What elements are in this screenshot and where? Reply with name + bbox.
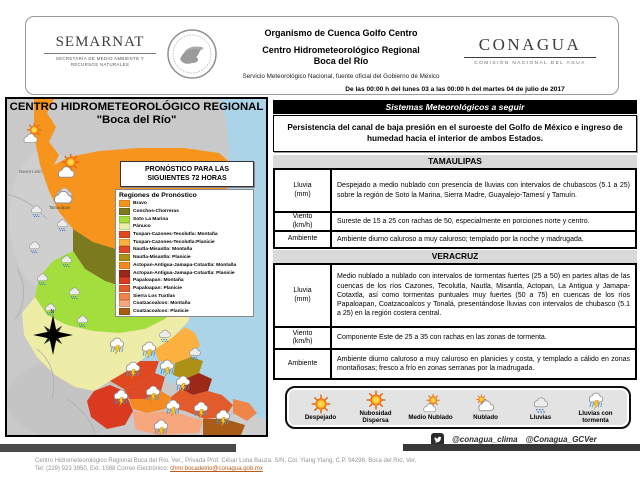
mexico-eagle-seal-icon xyxy=(164,26,220,82)
forecast-map-panel xyxy=(5,97,268,437)
param-unit: (km/h) xyxy=(292,338,313,345)
cloud-sun-icon xyxy=(476,394,496,414)
legend-item-label: Tuxpan-Cazones-Tecolutla:Planicie xyxy=(133,239,215,245)
veracruz-forecast-table xyxy=(273,263,637,380)
state-header-veracruz: VERACRUZ xyxy=(273,250,637,263)
semarnat-wordmark: SEMARNAT xyxy=(55,34,145,50)
legend-item xyxy=(119,285,250,293)
storm-cloud-icon xyxy=(586,390,606,410)
weather-legend-label: Medio Nublado xyxy=(408,413,453,421)
sun-icon xyxy=(311,394,331,414)
weather-legend-item xyxy=(460,394,512,422)
footer-divider-bar-right xyxy=(403,444,640,451)
footer-contact-prefix: Tel: (229) 923 3950, Ext. 1588 Correo Electrónico: xyxy=(35,466,171,472)
legend-item xyxy=(119,238,250,246)
forecast-period-line2: SIGUIENTES 72 HORAS xyxy=(147,175,227,182)
param-label: Ambiente xyxy=(287,359,318,367)
footer-divider-bar-left xyxy=(0,444,236,452)
param-unit: (mm) xyxy=(294,190,311,198)
org-line: Organismo de Cuenca Golfo Centro xyxy=(264,28,418,38)
legend-color-chip xyxy=(119,223,130,230)
systems-header-bar: Sistemas Meteorológicos a seguir xyxy=(273,100,637,114)
legend-color-chip xyxy=(119,300,130,307)
weather-legend-label: Lluvias con tormenta xyxy=(578,410,613,424)
legend-item-label: Tuxpan-Cazones-Tecolutla: Montaña xyxy=(133,232,218,238)
legend-item xyxy=(119,269,250,277)
legend-item-label: Nautla-Misantla: Montaña xyxy=(133,247,193,253)
weather-legend-item xyxy=(295,394,347,422)
state-header-tamaulipas: TAMAULIPAS xyxy=(273,155,637,168)
systems-description-box: Persistencia del canal de baja presión en el suroeste del Golfo de México e ingreso de humedad hacia el interior de ambos Estados. xyxy=(273,115,637,152)
legend-color-chip xyxy=(119,270,130,277)
rain-cloud-icon xyxy=(531,394,551,414)
legend-item xyxy=(119,215,250,223)
legend-color-chip xyxy=(119,277,130,284)
legend-item-label: Pánuco xyxy=(133,224,151,230)
legend-item-label: Bravo xyxy=(133,201,147,207)
weather-legend-label: Lluvias xyxy=(529,413,552,421)
legend-color-chip xyxy=(119,239,130,246)
forecast-period-line1: PRONÓSTICO PARA LAS xyxy=(144,166,229,173)
forecast-text-cell: Ambiente diurno caluroso a muy caluroso en planicies y costa, y templado a cálido en zonas montañosas; fresco a frío en zonas serranas por la madrugada. xyxy=(331,349,636,379)
place-label-nuevo-leon: Nuevo León xyxy=(19,169,42,174)
sun-cloud-icon xyxy=(421,394,441,414)
param-unit: (mm) xyxy=(294,295,311,303)
legend-item-label: Coatzacoalcos: Montaña xyxy=(133,301,191,307)
sun-icon xyxy=(366,390,386,410)
conagua-subtitle: COMISIÓN NACIONAL DEL AGUA xyxy=(474,61,586,66)
param-cell xyxy=(274,169,331,212)
footer-address-line: Centro Hidrometeorológico Regional Boca del Río, Ver., Privada Prof. César Luna Bauza, S/N, Col. Ylang Ylang, C.P. 94298, Boca del Río, Ver. xyxy=(35,458,417,464)
weather-legend-label: Nubosidad Dispersa xyxy=(359,410,392,424)
legend-color-chip xyxy=(119,231,130,238)
weather-legend-item xyxy=(515,394,567,422)
conagua-wordmark: CONAGUA xyxy=(464,35,596,58)
conagua-logo xyxy=(464,35,596,66)
legend-item xyxy=(119,262,250,270)
param-label: Lluvia xyxy=(293,182,312,190)
legend-item-label: Nautla-Misantla: Planicie xyxy=(133,255,191,261)
twitter-handle-clima[interactable]: @conagua_clima xyxy=(452,435,518,444)
twitter-handle-gcver[interactable]: @Conagua_GCVer xyxy=(525,435,597,444)
legend-item-label: Conchos-Chorreras xyxy=(133,209,179,215)
footer-contact-line xyxy=(35,465,623,473)
tamaulipas-forecast-table xyxy=(273,168,637,249)
map-title-line2: "Boca del Río" xyxy=(96,114,177,126)
param-cell xyxy=(274,231,331,248)
footer-email-link[interactable]: chmr.bocadelrio@conagua.gob.mx xyxy=(170,466,263,472)
legend-item xyxy=(119,246,250,254)
header xyxy=(25,16,619,95)
param-label: Lluvia xyxy=(293,287,312,295)
legend-color-chip xyxy=(119,285,130,292)
weather-legend-label: Nublado xyxy=(473,413,498,421)
forecast-text-cell: Medio nublado a nublado con intervalos de tormentas fuertes (25 a 50) en partes altas de las cuencas de los ríos Cazones, Tecolutla, Nautla, Misantla, Actopan, La Antigua y Jamapa-Cotaxtla, así como tormentas puntuales muy fuertes (50 a 75) en cuencas de los ríos Papaloapan, Coatzacoalcos y Tonalá, presentándose lluvias con intervalos de chubasco (5.1 a 25) en la región costera central. xyxy=(331,264,636,327)
legend-item-label: Papaloapan: Montaña xyxy=(133,278,184,284)
weather-symbols-legend xyxy=(285,386,631,429)
semarnat-logo xyxy=(44,34,156,67)
legend-item xyxy=(119,200,250,208)
weather-legend-item xyxy=(405,394,457,422)
legend-item xyxy=(119,254,250,262)
legend-color-chip xyxy=(119,262,130,269)
validity-date-line: De las 00:00 h del lunes 03 a las 00:00 h del martes 04 de julio de 2017 xyxy=(345,86,565,93)
param-label: Ambiente xyxy=(287,235,318,243)
forecast-text-cell: Componente Este de 25 a 35 con rachas en las zonas de tormenta. xyxy=(331,327,636,349)
param-cell xyxy=(274,327,331,349)
map-title-line1: CENTRO HIDROMETEOROLÓGICO REGIONAL xyxy=(9,101,264,113)
forecast-text-cell: Ambiente diurno caluroso a muy caluroso; templado por la noche y madrugada. xyxy=(331,231,636,248)
legend-item xyxy=(119,231,250,239)
place-label-tamaulipas: Tamaulipas xyxy=(49,205,71,210)
weather-legend-item xyxy=(570,390,622,425)
legend-color-chip xyxy=(119,254,130,261)
legend-item-label: Sierra Los Tuxtlas xyxy=(133,293,176,299)
legend-color-chip xyxy=(119,293,130,300)
legend-color-chip xyxy=(119,208,130,215)
legend-color-chip xyxy=(119,308,130,315)
param-cell xyxy=(274,212,331,231)
legend-item xyxy=(119,300,250,308)
forecast-period-box xyxy=(120,161,254,187)
forecast-text-cell: Sureste de 15 a 25 con rachas de 50, especialmente en porciones norte y centro. xyxy=(331,212,636,231)
weather-legend-label: Despejado xyxy=(304,413,337,421)
center-name-line: Centro Hidrometeorológico Regional xyxy=(262,45,420,55)
legend-item-label: Soto La Marina xyxy=(133,216,169,222)
legend-item-label: Papaloapan: Planicie xyxy=(133,285,182,291)
map-title xyxy=(7,101,266,127)
legend-item xyxy=(119,292,250,300)
legend-color-chip xyxy=(119,216,130,223)
semarnat-subtitle: SECRETARÍA DE MEDIO AMBIENTE Y RECURSOS NATURALES xyxy=(44,53,156,67)
forecast-panel xyxy=(273,100,637,448)
svg-text:N: N xyxy=(50,309,55,315)
param-cell xyxy=(274,349,331,379)
forecast-text-cell: Despejado a medio nublado con presencia de lluvias con intervalos de chubascos (5.1 a 25) sobre la región de Soto la Marina, Sierra Madre, Guayalejo-Tamesí y Tamuín. xyxy=(331,169,636,212)
region-legend-title: Regiones de Pronóstico xyxy=(119,192,197,199)
param-unit: (km/h) xyxy=(292,221,313,229)
legend-item xyxy=(119,308,250,316)
legend-color-chip xyxy=(119,246,130,253)
param-label: Viento xyxy=(292,213,313,221)
param-label: Viento xyxy=(292,329,313,337)
center-place-line: Boca del Río xyxy=(313,56,369,66)
legend-color-chip xyxy=(119,200,130,207)
legend-item-label: Actopan-Antigua-Jamapa-Cotaxtla: Planicie xyxy=(133,270,235,276)
legend-item-label: Coatzacoalcos: Planicie xyxy=(133,308,189,314)
region-legend xyxy=(115,189,254,317)
smn-source-line: Servicio Meteorológico Nacional, fuente oficial del Gobierno de México xyxy=(242,73,440,80)
param-cell xyxy=(274,264,331,327)
weather-legend-item xyxy=(350,390,402,425)
legend-item xyxy=(119,208,250,216)
header-titles xyxy=(216,26,466,80)
legend-item xyxy=(119,277,250,285)
legend-item-label: Actopan-Antigua-Jamapa-Cotaxtla: Montaña xyxy=(133,262,237,268)
legend-item xyxy=(119,223,250,231)
footer xyxy=(35,457,623,473)
